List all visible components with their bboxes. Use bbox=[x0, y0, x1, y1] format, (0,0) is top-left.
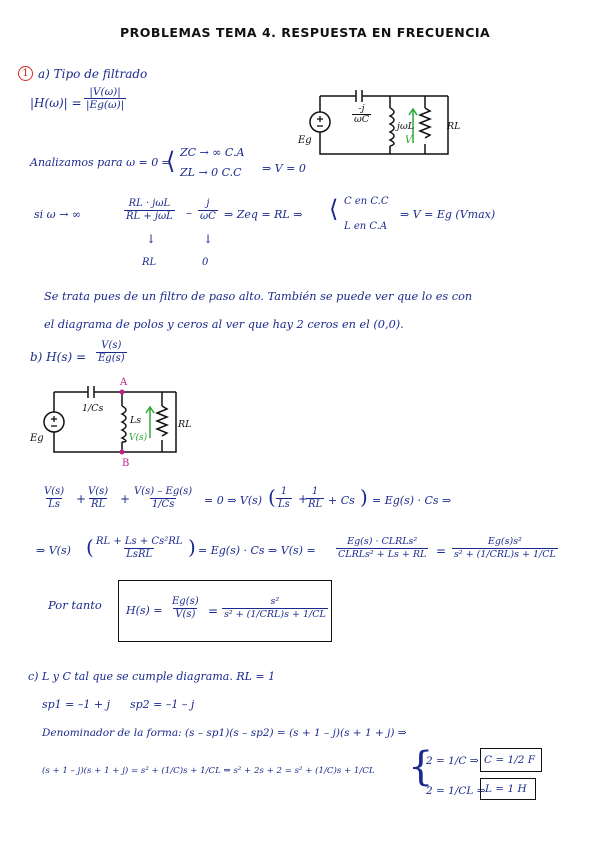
eq1-term1 bbox=[42, 486, 66, 511]
eq1-p-b-den: RL bbox=[308, 499, 323, 510]
box-lhs: H(s) = bbox=[126, 604, 163, 617]
eq2-frac-num: RL + Ls + Cs²RL bbox=[96, 536, 183, 547]
part-a-h-den: |Eg(ω)| bbox=[86, 99, 125, 111]
eq2-lead: ⇒ V(s) bbox=[36, 544, 71, 557]
part-a-h-num: |V(ω)| bbox=[89, 86, 121, 98]
eq1-p-c: + Cs bbox=[328, 494, 355, 507]
eq2-rhs: = Eg(s) · Cs ⇒ V(s) = bbox=[198, 544, 316, 557]
box-frac1-num: Eg(s) bbox=[172, 596, 199, 607]
box-frac2-num: s² bbox=[270, 596, 280, 607]
part-c-final: (s + 1 – j)(s + 1 + j) = s² + (1/C)s + 1/CL ⇒ s² + 2s + 2 = s² + (1/C)s + 1/CL bbox=[42, 766, 375, 776]
conclusion-line2: el diagrama de polos y ceros al ver que hay 2 ceros en el (0,0). bbox=[44, 318, 404, 331]
part-b-h-fraction bbox=[96, 340, 127, 365]
winf-frac1-num: RL · jωL bbox=[128, 198, 171, 209]
w0-line2: ZL → 0 C.C bbox=[180, 166, 242, 179]
node-a-label: A bbox=[120, 377, 128, 388]
box-frac2 bbox=[222, 596, 328, 621]
eq1-p-b-num: 1 bbox=[311, 486, 319, 497]
eq1-plus1: + bbox=[76, 492, 87, 506]
part-c-heading: c) L y C tal que se cumple diagrama. RL = 1 bbox=[28, 670, 276, 683]
part-c-sp1: sp1 = –1 + j bbox=[42, 698, 111, 711]
eq1-term2-den: RL bbox=[90, 499, 106, 510]
circuit-a-cap-num: -j bbox=[358, 103, 365, 114]
result-c1-lhs: 2 = 1/C ⇒ bbox=[426, 755, 479, 767]
page-title: PROBLEMAS TEMA 4. RESPUESTA EN FRECUENCIA bbox=[120, 25, 491, 40]
por-tanto: Por tanto bbox=[48, 598, 102, 612]
circuit-a-cap-den: ωC bbox=[354, 114, 370, 125]
eq1-p-a bbox=[276, 486, 292, 511]
eq1-term3-den: 1/Cs bbox=[151, 499, 175, 510]
eq2-eq: = bbox=[436, 544, 447, 558]
eq2-frac2-den: s² + (1/CRL)s + 1/CL bbox=[454, 549, 556, 560]
winf-arrow2: ↓ bbox=[203, 232, 214, 246]
winf-minus: – bbox=[186, 206, 192, 220]
eq1-paren-close: ) bbox=[360, 485, 368, 509]
eq2-paren-open: ( bbox=[86, 535, 94, 559]
eq1-p-a-den: Ls bbox=[278, 499, 290, 510]
eq2-frac2 bbox=[452, 536, 558, 561]
winf-brace: ⟨ bbox=[329, 195, 339, 223]
conclusion-line1: Se trata pues de un filtro de paso alto. También se puede ver que lo es con bbox=[44, 290, 473, 303]
part-b-h-num: V(s) bbox=[101, 340, 122, 351]
eq2-frac bbox=[94, 536, 184, 561]
winf-frac2-den: ωC bbox=[200, 211, 216, 222]
winf-case1: C en C.C bbox=[344, 196, 389, 207]
eq1-plus2: + bbox=[120, 492, 131, 506]
circuit-b-ind-label: Ls bbox=[130, 415, 142, 426]
problem-number-label: 1 bbox=[22, 68, 29, 79]
winf-case2: L en C.A bbox=[344, 221, 388, 232]
part-b-h-den: Eg(s) bbox=[98, 353, 125, 364]
winf-frac1 bbox=[124, 198, 175, 223]
part-a-heading: a) Tipo de filtrado bbox=[38, 67, 148, 81]
result-c2-value: L = 1 H bbox=[485, 783, 527, 795]
eq1-p-a-num: 1 bbox=[280, 486, 288, 497]
eq2-frac2-num: Eg(s)s² bbox=[487, 536, 522, 547]
eq2-frac1 bbox=[336, 536, 428, 561]
part-a-h-lhs: |H(ω)| = bbox=[30, 96, 82, 110]
eq1-mid: = 0 ⇒ V(s) bbox=[204, 494, 263, 507]
winf-below2: 0 bbox=[202, 257, 209, 268]
eq1-term2-num: V(s) bbox=[88, 486, 109, 497]
part-b-heading: b) H(s) = bbox=[30, 350, 87, 364]
eq1-term3-num: V(s) – Eg(s) bbox=[134, 486, 193, 497]
winf-result: ⇒ V = Eg (Vmax) bbox=[400, 208, 496, 221]
circuit-b-volt-label: V(s) bbox=[129, 433, 148, 443]
box-eq: = bbox=[208, 604, 219, 618]
winf-zeq: ⇒ Zeq = RL ⇒ bbox=[224, 208, 303, 221]
box-frac1-den: V(s) bbox=[175, 609, 196, 620]
eq2-paren-close: ) bbox=[188, 535, 196, 559]
winf-below1: RL bbox=[142, 257, 157, 268]
eq1-rhs: = Eg(s) · Cs ⇒ bbox=[372, 494, 452, 507]
w0-lead: Analizamos para ω = 0 ⇒ bbox=[30, 156, 171, 169]
circuit-a-cap-label bbox=[352, 104, 371, 125]
eq1-term2 bbox=[86, 486, 110, 511]
eq2-frac-den: LsRL bbox=[126, 549, 153, 560]
w0-result: ⇒ V = 0 bbox=[262, 162, 306, 175]
part-a-h-fraction bbox=[84, 86, 126, 111]
circuit-a bbox=[300, 88, 470, 163]
eq1-p-b bbox=[306, 486, 324, 511]
w0-line1: ZC → ∞ C.A bbox=[180, 146, 245, 159]
circuit-b-source-label: Eg bbox=[30, 433, 44, 444]
circuit-a-ind-label: jωL bbox=[397, 121, 415, 132]
result-c2-lhs: 2 = 1/CL ⇒ bbox=[426, 785, 486, 797]
w0-brace: ⟨ bbox=[166, 147, 176, 175]
part-c-brace: { bbox=[408, 744, 434, 790]
winf-frac2 bbox=[198, 198, 218, 223]
eq1-paren-open: ( bbox=[268, 485, 276, 509]
node-b-label: B bbox=[122, 458, 130, 469]
eq1-term3 bbox=[132, 486, 194, 511]
box-frac2-den: s² + (1/CRL)s + 1/CL bbox=[224, 609, 326, 620]
eq2-frac1-den: CLRLs² + Ls + RL bbox=[338, 549, 427, 560]
part-c-denom: Denominador de la forma: (s – sp1)(s – sp2) = (s + 1 – j)(s + 1 + j) ⇒ bbox=[42, 727, 407, 739]
eq2-frac1-num: Eg(s) · CLRLs² bbox=[347, 536, 418, 547]
box-frac1 bbox=[170, 596, 201, 621]
eq1-term1-num: V(s) bbox=[44, 486, 65, 497]
eq1-p-plus: + bbox=[298, 492, 309, 506]
circuit-a-volt-label: V bbox=[405, 135, 413, 146]
circuit-a-res-label: RL bbox=[447, 121, 461, 132]
problem-number bbox=[18, 66, 33, 81]
winf-lead: si ω → ∞ bbox=[34, 208, 82, 221]
winf-frac2-num: j bbox=[206, 198, 210, 209]
winf-frac1-den: RL + jωL bbox=[126, 211, 173, 222]
winf-arrow1: ↓ bbox=[146, 232, 157, 246]
eq1-term1-den: Ls bbox=[48, 499, 60, 510]
circuit-b-res-label: RL bbox=[178, 419, 192, 430]
result-c1-value: C = 1/2 F bbox=[484, 754, 536, 766]
circuit-a-source-label: Eg bbox=[298, 135, 312, 146]
circuit-b-cap-label: 1/Cs bbox=[82, 403, 104, 414]
part-c-sp2: sp2 = –1 – j bbox=[130, 698, 195, 711]
